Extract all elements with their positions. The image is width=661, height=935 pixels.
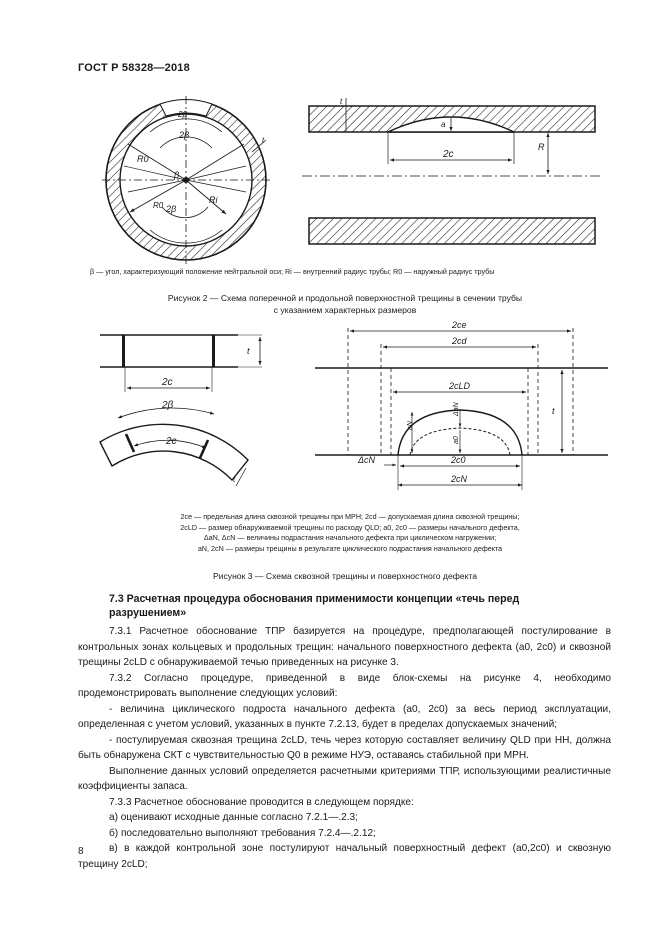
fig3-a-n: aN bbox=[407, 421, 414, 430]
fig3-two-c-arc: 2c bbox=[166, 436, 177, 447]
crack-slot-right bbox=[212, 335, 215, 367]
figure-3-legend-line: aN, 2cN — размеры трещины в результате циклического подрастания начального дефекта bbox=[197, 543, 503, 553]
fig3-delta-a-n: ΔaN bbox=[453, 402, 460, 416]
crack-slot-left bbox=[122, 335, 125, 367]
r0-label-upper: R0 bbox=[137, 154, 149, 164]
paragraph: в) в каждой контрольной зоне постулируют начальный поверхностный дефект (a0,2c0) и сквозную трещину 2cLD; bbox=[78, 843, 611, 870]
fig3-t-right: t bbox=[552, 406, 555, 416]
fig3-two-cn: 2cN bbox=[451, 474, 468, 484]
figure-3-through-crack bbox=[96, 320, 280, 500]
paragraph: б) последовательно выполняют требования 7.2.4—.2.12; bbox=[109, 827, 376, 839]
fig3-two-c-straight: 2c bbox=[162, 377, 173, 388]
section-heading: 7.3 Расчетная процедура обоснования применимости концепции «течь перед разрушением» bbox=[109, 593, 520, 619]
fig3-two-beta: 2β bbox=[162, 400, 174, 411]
figure-2-caption-line1: Рисунок 2 — Схема поперечной и продольной поверхностной трещины в сечении трубы bbox=[167, 293, 523, 303]
fig3-a0: a0 bbox=[453, 436, 460, 444]
two-beta-label-mid: 2β bbox=[179, 130, 190, 140]
figure-3-surface-defect bbox=[300, 315, 610, 505]
figure-2-longitudinal-section bbox=[300, 96, 600, 248]
fig3-t-bottom: t bbox=[233, 475, 236, 484]
wall-thickness-label: t bbox=[340, 97, 343, 106]
paragraph: - величина циклического подроста начального дефекта (a0, 2c0) за весь период эксплуатации, определенная с учетом условий, указанных в пункте 7.2.13, будет в пределах допускаемых значений; bbox=[78, 703, 611, 730]
t-label-ring: t bbox=[262, 136, 265, 145]
r0-label-lower: R0 bbox=[153, 201, 164, 210]
paragraph: Выполнение данных условий определяется расчетными критериями ТПР, использующими реалистичные коэффициенты запаса. bbox=[78, 765, 611, 792]
two-beta-label-top: 2β bbox=[178, 110, 188, 119]
body-text bbox=[78, 624, 611, 872]
crack-depth-label: a bbox=[441, 120, 446, 129]
figure-3-legend-line: ΔaN, ΔcN — величины подрастания начального дефекта при циклическом нагружении; bbox=[203, 533, 497, 542]
beta-label: β bbox=[174, 170, 180, 180]
figure-2-cross-section bbox=[100, 92, 280, 268]
two-beta-label-bottom: 2β bbox=[166, 204, 177, 214]
fig3-two-c0: 2c0 bbox=[451, 455, 466, 465]
figure-3-legend bbox=[120, 512, 580, 554]
page-number: 8 bbox=[78, 846, 84, 857]
document-header: ГОСТ Р 58328—2018 bbox=[78, 62, 190, 74]
figure-2-caption-line2: с указанием характерных размеров bbox=[273, 305, 417, 315]
fig3-two-cd: 2cd bbox=[452, 336, 467, 346]
fig3-two-ce: 2ce bbox=[452, 320, 467, 330]
figure-2-legend: β — угол, характеризующий положение нейтральной оси; Ri — внутренний радиус трубы; R0 — наружный радиус трубы bbox=[90, 267, 495, 276]
paragraph: - постулируемая сквозная трещина 2cLD, течь через которую составляет величину QLD при НН, должна быть обнаружена СКТ с чувствительностью Q0 в режиме НУЭ, оставаясь стабильной при МРН. bbox=[78, 734, 611, 761]
figure-3-legend-line: 2cLD — размер обнаруживаемой трещины по расходу QLD; a0, 2c0 — размеры начального дефекта, bbox=[180, 522, 520, 532]
arc-pipe-segment bbox=[100, 424, 248, 480]
figure-3-legend-line: 2ce — предельная длина сквозной трещины при МРН; 2cd — допускаемая длина сквозной трещины; bbox=[180, 512, 520, 521]
fig3-two-cld: 2cLD bbox=[449, 381, 471, 391]
pipe-bottom-wall bbox=[309, 218, 595, 244]
paragraph: 7.3.2 Согласно процедуре, приведенной в виде блок-схемы на рисунке 4, необходимо продемонстрировать выполнение следующих условий: bbox=[78, 672, 611, 699]
figure-3-caption: Рисунок 3 — Схема сквозной трещины и поверхностного дефекта bbox=[212, 571, 478, 581]
fig3-t-top: t bbox=[247, 346, 250, 356]
fig3-delta-c-n: ΔcN bbox=[358, 455, 376, 465]
paragraph: 7.3.3 Расчетное обоснование проводится в следующем порядке: bbox=[109, 796, 414, 808]
crack-length-label: 2c bbox=[443, 149, 454, 160]
ri-label: Ri bbox=[209, 195, 218, 205]
paragraph: 7.3.1 Расчетное обоснование ТПР базируется на процедуре, предполагающей постулирование в контрольных зонах кольцевых и продольных трещин: начального поверхностного дефекта (a0, 2c0) и сквозной трещины 2cLD с обнаруживаемой течью приведенных на рисунке 3. bbox=[78, 626, 611, 668]
paragraph: а) оценивают исходные данные согласно 7.2.1—.2.3; bbox=[109, 812, 358, 823]
radius-label: R bbox=[538, 142, 545, 152]
